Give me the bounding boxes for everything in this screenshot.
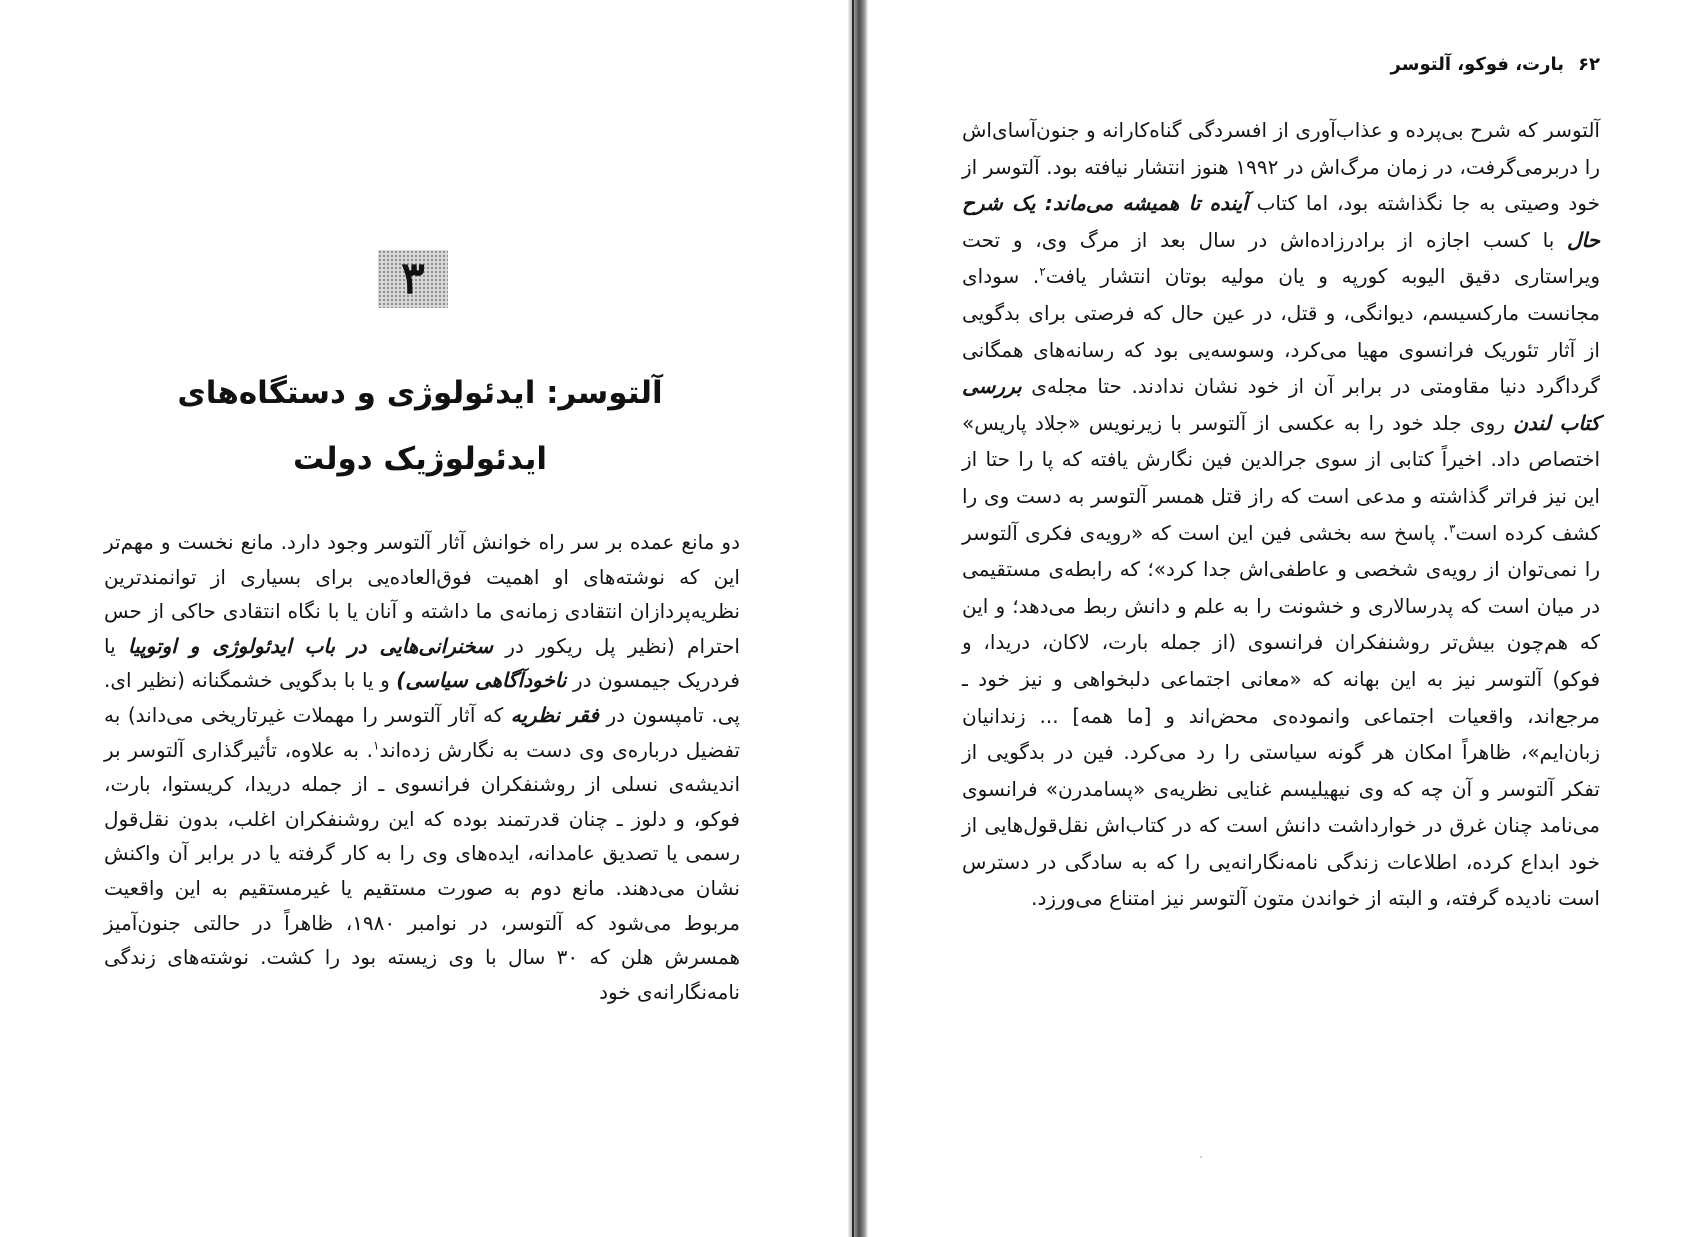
italic-book-title: آینده تا همیشه می‌ماند: یک شرح حال [962, 191, 1600, 252]
body-text: که آثار آلتوسر را مهملات غیرتاریخی می‌داند) به تفضیل درباره‌ی وی دست به نگارش زده‌اند [104, 702, 740, 762]
chapter-title-line-2: ایدئولوژیک دولت [293, 441, 547, 477]
italic-book-title: ناخودآگاهی سیاسی) [396, 668, 567, 693]
body-text: و یا با بدگویی خشمگنانه (نظیر ای. پی. تامپسون در [104, 668, 740, 727]
body-text: . پاسخ سه بخشی فین این است که «رویه‌ی فکری آلتوسر را نمی‌توان از رویه‌ی شخصی و عاطفی‌اش جدا کرد»؛ که رابطه‌ی مستقیمی در میان است که پدرسالاری و خشونت را به علم و دانش ربط می‌دهد؛ و این که هم‌چون بیش‌تر روشنفکران فرانسوی (از جمله بارت، لاکان، دریدا، و فوکو) آلتوسر نیز به این بهانه که «معانی اجتماعی دلبخواهی و نیز خود ـ مرجع‌اند، واقعیات اجتماعی وانموده‌ی محض‌اند و [ما همه] ... زندانیان زبان‌ایم»، ظاهراً امکان هر گونه سیاستی را رد می‌کرد. فین در بدگویی از تفکر آلتوسر و آن چه که وی نیهیلیسم غنایی نظریه‌ی «پسامدرن» فرانسوی می‌نامد چنان غرق در خوارداشت دانش است که در کتاب‌اش نقل‌قول‌هایی از خود ابداع کرده، اطلاعات زندگی نامه‌نگارانه‌یی را که به سادگی در دسترس است نادیده گرفته، و البته از خواندن متون آلتوسر نیز امتناع می‌ورزد. [962, 520, 1600, 911]
running-head-title: بارت، فوکو، آلتوسر [1390, 54, 1565, 75]
gutter-edge [852, 0, 854, 1237]
left-body-paragraph [104, 525, 740, 1009]
body-text: دو مانع عمده بر سر راه خوانش آثار آلتوسر وجود دارد. مانع نخست و مهم‌تر این که نوشته‌های او اهمیت فوق‌العاده‌یی برای بسیاری از توانمندترین نظریه‌پردازان انتقادی زمانه‌ی ما داشته و آنان یا با نگاه انتقادی حاکی از حس احترام (نظیر پل ریکور در [104, 530, 740, 658]
italic-book-title: فقر نظریه [510, 702, 599, 727]
left-page [0, 0, 848, 1237]
body-text: یا فردریک جیمسون در [104, 633, 740, 693]
page-number: ۶۲ [1578, 54, 1600, 75]
chapter-number: ۳ [401, 253, 425, 304]
body-text: روی جلد خود را به عکسی از آلتوسر با زیرنویس «جلاد پاریس» اختصاص داد. اخیراً کتابی از سوی جرالدین فین نگارش یافته که پا را حتا از این نیز فراتر گذاشته و مدعی است که راز قتل همسر آلتوسر به دست وی را کشف کرده است [962, 410, 1600, 545]
running-head [1380, 52, 1600, 78]
italic-book-title: سخنرانی‌هایی در باب ایدئولوژی و اوتوپیا [128, 633, 493, 658]
body-text: . سودای مجانست مارکسیسم، دیوانگی، و قتل، در عین حال که فرصتی برای بدگویی از آثار تئوریک فرانسوی مهیا می‌کرد، وسوسه‌یی بود که رسانه‌های همگانی گرداگرد دنیا مقاومتی در برابر آن از خود نشان ندادند. حتا مجله‌ی [962, 264, 1600, 399]
right-body-paragraph [962, 112, 1600, 917]
footnote-marker: ۳ [1449, 520, 1456, 535]
body-text: . به علاوه، تأثیرگذاری آلتوسر بر اندیشه‌ی نسلی از روشنفکران فرانسوی ـ از جمله دریدا، کریستوا، بارت، فوکو، و دلوز ـ چنان قدرتمند بوده که این روشنفکران اغلب، بدون نقل‌قول رسمی یا تصدیق عامدانه، ایده‌های وی را به کار گرفته یا در برابر آن واکنش نشان می‌دهند. مانع دوم به صورت مستقیم یا غیرمستقیم به این واقعیت مربوط می‌شود که آلتوسر، در نوامبر ۱۹۸۰، ظاهراً در حالتی جنون‌آمیز همسرش هلن که ۳۰ سال با وی زیسته بود را کشت. نوشته‌های زندگی نامه‌نگارانه‌ی خود [104, 737, 740, 1004]
body-text: با کسب اجازه از برادرزاده‌اش در سال بعد از مرگ وی، و تحت ویراستاری دقیق الیوبه کورپه و یان مولیه بوتان انتشار یافت [962, 227, 1601, 289]
chapter-title-line-1: آلتوسر: ایدئولوژی و دستگاه‌های [177, 375, 663, 411]
chapter-title [140, 360, 700, 492]
body-text: آلتوسر که شرح بی‌پرده و عذاب‌آوری از افسردگی گناه‌کارانه و جنون‌آسای‌اش را دربرمی‌گرفت، در زمان مرگ‌اش در ۱۹۹۲ هنوز انتشار نیافته بود. آلتوسر از خود وصیتی به جا نگذاشته بود، اما کتاب [962, 118, 1600, 216]
footnote-marker: ۱ [373, 737, 380, 752]
italic-journal-title: بررسی کتاب لندن [962, 374, 1600, 435]
chapter-number-box [378, 250, 448, 308]
footnote-marker: ۲ [1039, 264, 1046, 279]
scan-speck [1200, 1156, 1202, 1158]
book-gutter [848, 0, 868, 1237]
